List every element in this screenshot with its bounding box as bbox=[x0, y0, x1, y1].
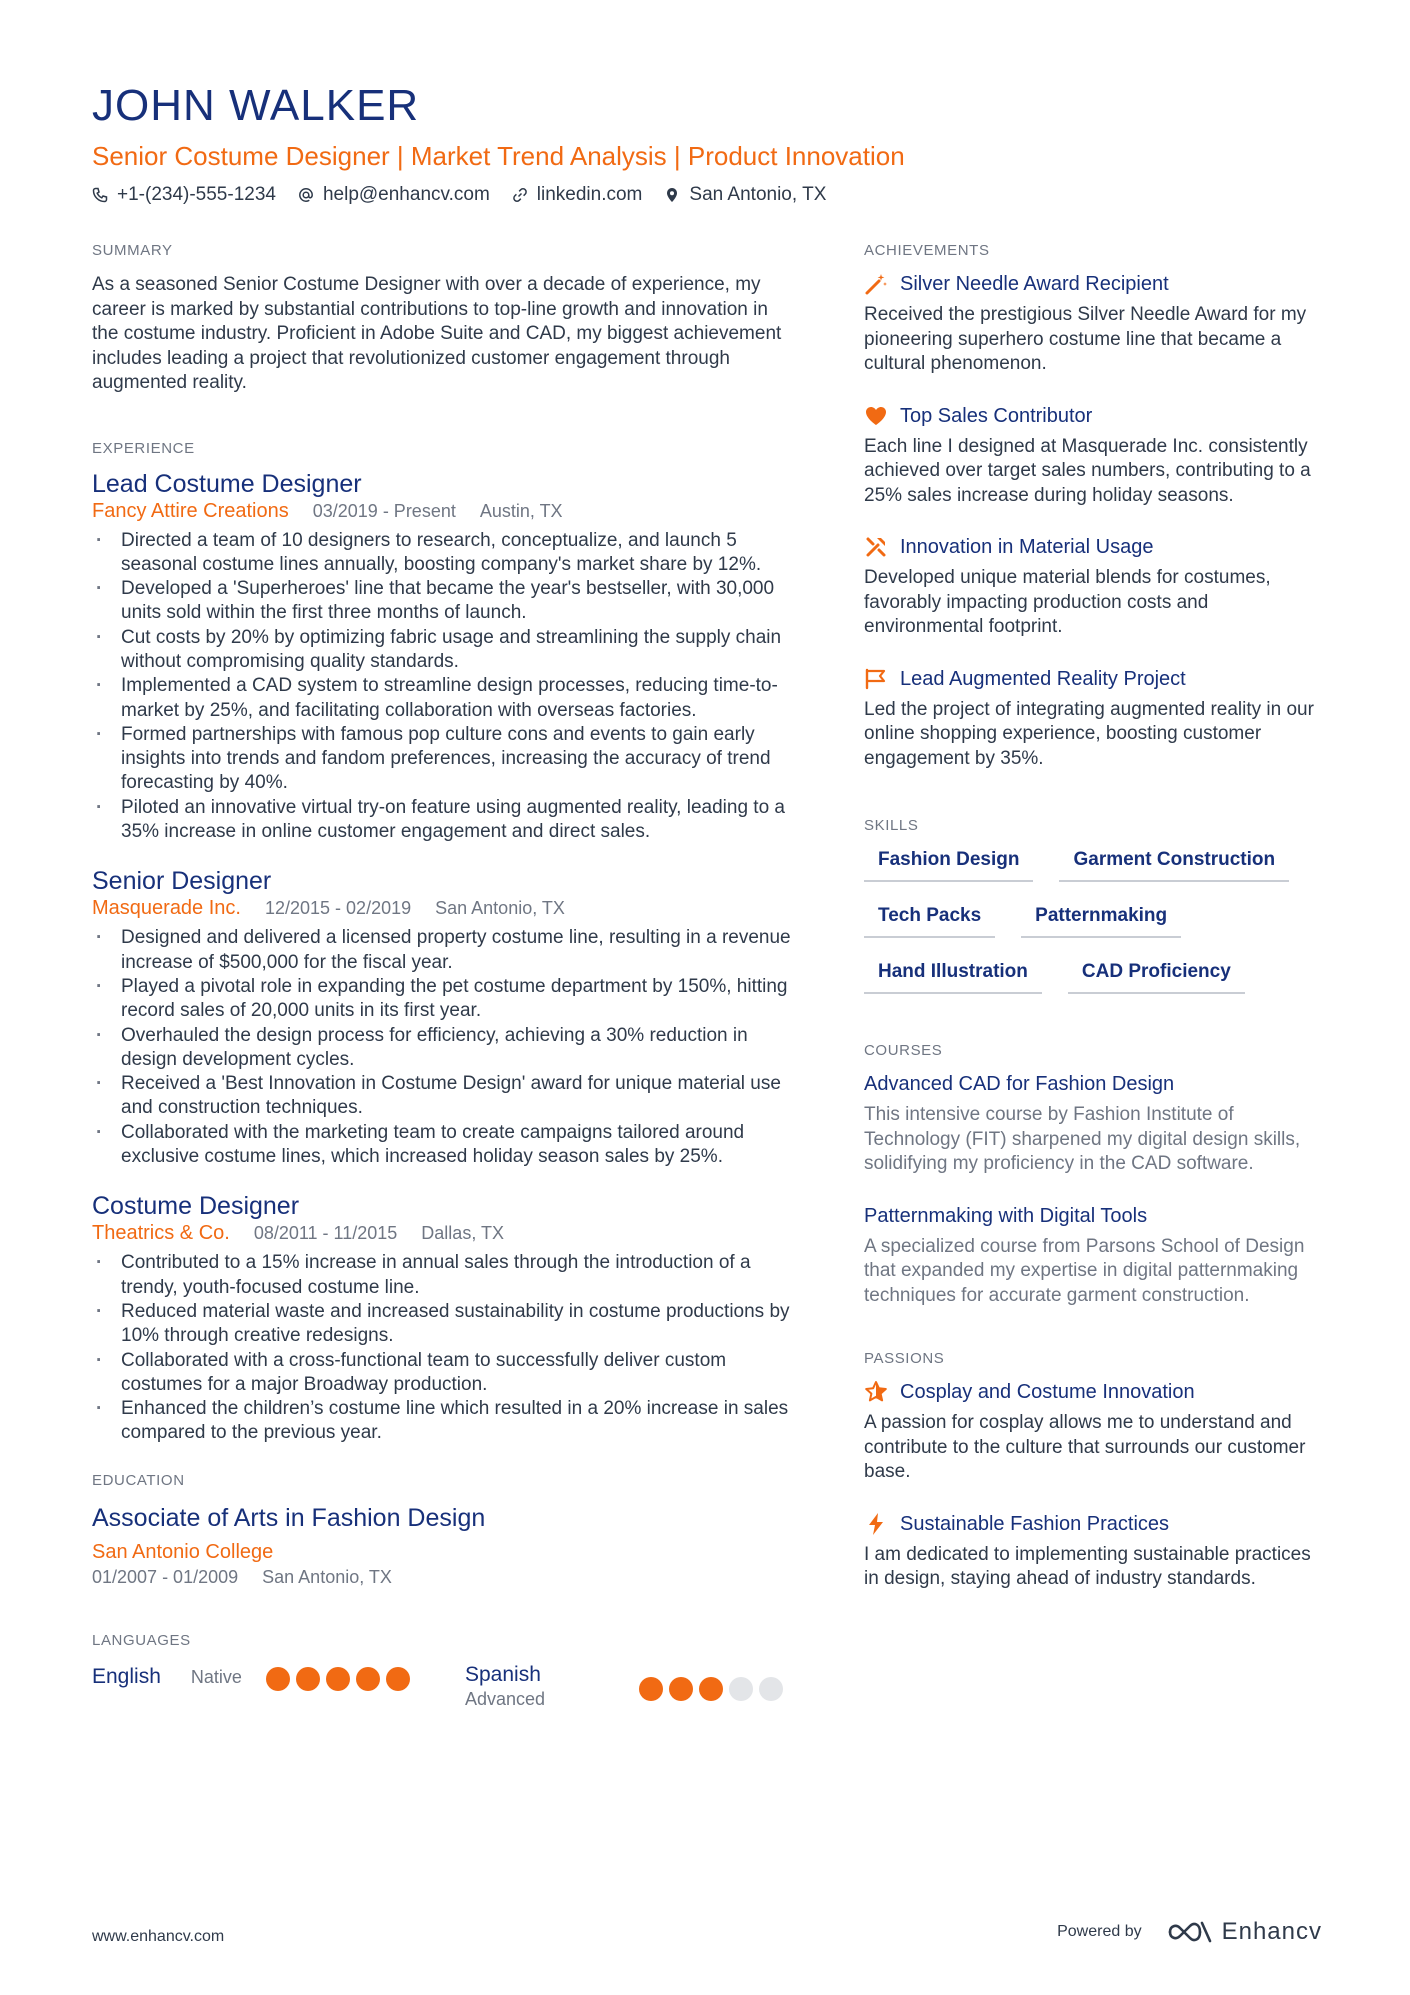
passions-heading: PASSIONS bbox=[864, 1350, 945, 1367]
course-item bbox=[864, 1071, 1324, 1177]
language-rating-english bbox=[266, 1667, 410, 1691]
job-title: Lead Costume Designer bbox=[92, 469, 362, 498]
contact-location bbox=[664, 184, 826, 206]
left-column bbox=[92, 242, 792, 1725]
job-bullets bbox=[92, 926, 792, 1169]
achievement-item bbox=[864, 534, 1324, 640]
bullet-item: · Designed and delivered a licensed property costume line, resulting in a revenue increase of $500,000 for the fiscal year. bbox=[92, 926, 792, 975]
powered-by-label: Powered by bbox=[1057, 1923, 1142, 1940]
rating-dot-filled bbox=[296, 1667, 320, 1691]
summary-section bbox=[92, 242, 792, 396]
language-rating-spanish bbox=[639, 1677, 783, 1701]
contact-bar bbox=[92, 184, 1322, 206]
degree-title: Associate of Arts in Fashion Design bbox=[92, 1503, 486, 1532]
contact-phone[interactable] bbox=[92, 184, 276, 206]
job-entry bbox=[92, 866, 792, 1169]
language-name: English bbox=[92, 1664, 161, 1688]
rating-dot-empty bbox=[729, 1677, 753, 1701]
bullet-item: · Received a 'Best Innovation in Costume Design' award for unique material use and construction techniques. bbox=[92, 1072, 792, 1121]
course-title: Advanced CAD for Fashion Design bbox=[864, 1073, 1175, 1095]
rating-dot-filled bbox=[639, 1677, 663, 1701]
job-bullets bbox=[92, 1251, 792, 1445]
job-location: Austin, TX bbox=[479, 500, 563, 521]
rating-dot-filled bbox=[386, 1667, 410, 1691]
education-meta bbox=[92, 1567, 792, 1588]
headline: Senior Costume Designer | Market Trend Analysis | Product Innovation bbox=[92, 141, 905, 171]
bullet-item: · Reduced material waste and increased sustainability in costume productions by 10% through creative redesigns. bbox=[92, 1300, 792, 1349]
skill-tag: Tech Packs bbox=[864, 904, 995, 938]
skill-tag: Garment Construction bbox=[1059, 848, 1289, 882]
bullet-item: · Piloted an innovative virtual try-on feature using augmented reality, leading to a 35% increase in online customer engagement and direct sales. bbox=[92, 796, 792, 845]
achievement-item bbox=[864, 271, 1324, 377]
bullet-item: · Collaborated with the marketing team to create campaigns tailored around exclusive costume lines, which increased holiday season sales by 25%. bbox=[92, 1121, 792, 1170]
achievement-title-row bbox=[864, 666, 1324, 692]
achievement-item bbox=[864, 666, 1324, 772]
passion-item bbox=[864, 1379, 1324, 1485]
lightning-icon bbox=[864, 1512, 888, 1536]
bullet-item: · Played a pivotal role in expanding the pet costume department by 150%, hitting record sales of 20,000 units in its first year. bbox=[92, 975, 792, 1024]
job-meta bbox=[92, 896, 792, 920]
bullet-item: · Formed partnerships with famous pop culture cons and events to gain early insights into trends and fandom preferences, increasing the accuracy of trend forecasting by 40%. bbox=[92, 723, 792, 796]
magic-wand-icon bbox=[864, 272, 888, 296]
languages-section bbox=[92, 1632, 792, 1725]
enhancv-logo-icon bbox=[1166, 1919, 1214, 1945]
achievements-heading: ACHIEVEMENTS bbox=[864, 242, 990, 259]
brand-name: Enhancv bbox=[1221, 1918, 1322, 1945]
rating-dot-filled bbox=[356, 1667, 380, 1691]
passions-section bbox=[864, 1350, 1324, 1592]
heart-icon bbox=[864, 404, 888, 428]
achievement-text: Developed unique material blends for costumes, favorably impacting production costs and environmental footprint. bbox=[864, 567, 1271, 637]
language-level: Advanced bbox=[465, 1688, 546, 1709]
job-meta bbox=[92, 499, 792, 523]
company-name: Theatrics & Co. bbox=[92, 1222, 230, 1245]
phone-number: +1-(234)-555-1234 bbox=[117, 184, 276, 205]
bullet-item: · Implemented a CAD system to streamline design processes, reducing time-to-market by 25%, and facilitating collaboration with overseas factories. bbox=[92, 674, 792, 723]
passion-text: A passion for cosplay allows me to understand and contribute to the culture that surrounds our customer base. bbox=[864, 1412, 1306, 1482]
education-section bbox=[92, 1472, 792, 1588]
job-location: Dallas, TX bbox=[421, 1223, 504, 1244]
flag-icon bbox=[864, 667, 888, 691]
contact-email[interactable] bbox=[298, 184, 490, 206]
passion-text: I am dedicated to implementing sustainable practices in design, staying ahead of industry standards. bbox=[864, 1543, 1311, 1589]
passion-title-row bbox=[864, 1511, 1324, 1537]
course-text: This intensive course by Fashion Institute of Technology (FIT) sharpened my digital design skills, solidifying my proficiency in the CAD software. bbox=[864, 1104, 1301, 1174]
courses-heading: COURSES bbox=[864, 1042, 943, 1059]
education-dates: 01/2007 - 01/2009 bbox=[92, 1566, 239, 1587]
languages-heading: LANGUAGES bbox=[92, 1631, 191, 1649]
job-dates: 12/2015 - 02/2019 bbox=[264, 898, 412, 919]
page-footer bbox=[92, 1918, 1322, 1958]
achievement-title: Silver Needle Award Recipient bbox=[900, 273, 1169, 295]
language-item-spanish bbox=[465, 1663, 545, 1710]
school-name: San Antonio College bbox=[92, 1540, 274, 1563]
skills-heading: SKILLS bbox=[864, 817, 919, 834]
rating-dot-filled bbox=[669, 1677, 693, 1701]
job-entry bbox=[92, 1191, 792, 1445]
achievement-text: Received the prestigious Silver Needle Award for my pioneering superhero costume line that became a cultural phenomenon. bbox=[864, 304, 1307, 374]
experience-heading: EXPERIENCE bbox=[92, 439, 195, 457]
education-heading: EDUCATION bbox=[92, 1471, 185, 1489]
job-entry bbox=[92, 469, 792, 845]
summary-text: As a seasoned Senior Costume Designer with over a decade of experience, my career is marked by substantial contributions to top-line growth and innovation in the costume industry. Proficient in Adobe Suite and CAD, my biggest achievement includes leading a project that revolutionized customer engagement through augmented reality. bbox=[92, 274, 782, 393]
skills-list bbox=[864, 848, 1324, 994]
linkedin-url: linkedin.com bbox=[536, 184, 643, 205]
right-column bbox=[864, 242, 1324, 1592]
job-meta bbox=[92, 1221, 792, 1245]
experience-section bbox=[92, 440, 792, 1446]
course-title: Patternmaking with Digital Tools bbox=[864, 1204, 1148, 1227]
skills-section bbox=[864, 817, 1324, 994]
rating-dot-filled bbox=[699, 1677, 723, 1701]
job-dates: 03/2019 - Present bbox=[312, 500, 456, 521]
location-text: San Antonio, TX bbox=[689, 184, 827, 205]
bullet-item: · Overhauled the design process for efficiency, achieving a 30% reduction in design development cycles. bbox=[92, 1024, 792, 1073]
bullet-item: · Developed a 'Superheroes' line that became the year's bestseller, with 30,000 units sold within the first three months of launch. bbox=[92, 577, 792, 626]
education-location: San Antonio, TX bbox=[262, 1566, 392, 1587]
language-name: Spanish bbox=[465, 1662, 541, 1686]
contact-linkedin[interactable] bbox=[512, 184, 643, 206]
tools-icon bbox=[864, 535, 888, 559]
passion-title-row bbox=[864, 1379, 1324, 1405]
enhancv-logo[interactable] bbox=[1166, 1918, 1322, 1946]
candidate-name: JOHN WALKER bbox=[92, 81, 420, 130]
link-icon bbox=[512, 187, 528, 203]
rating-dot-filled bbox=[266, 1667, 290, 1691]
achievement-title-row bbox=[864, 271, 1324, 297]
rating-dot-empty bbox=[759, 1677, 783, 1701]
job-title: Costume Designer bbox=[92, 1192, 300, 1221]
achievement-item bbox=[864, 403, 1324, 509]
at-icon bbox=[298, 187, 314, 203]
summary-heading: SUMMARY bbox=[92, 242, 173, 259]
achievements-section bbox=[864, 242, 1324, 771]
achievement-text: Led the project of integrating augmented reality in our online shopping experience, boosting customer engagement by 35%. bbox=[864, 698, 1314, 769]
bullet-item: · Enhanced the children’s costume line which resulted in a 20% increase in sales compared to the previous year. bbox=[92, 1397, 792, 1446]
languages-list bbox=[92, 1662, 792, 1725]
skill-tag: Patternmaking bbox=[1021, 904, 1181, 938]
course-item bbox=[864, 1203, 1324, 1309]
job-location: San Antonio, TX bbox=[435, 898, 565, 919]
phone-icon bbox=[92, 187, 108, 203]
skill-tag: Fashion Design bbox=[864, 848, 1033, 882]
language-item-english bbox=[92, 1665, 242, 1689]
company-name: Fancy Attire Creations bbox=[92, 499, 289, 522]
skill-tag: CAD Proficiency bbox=[1068, 960, 1245, 994]
rating-dot-filled bbox=[326, 1667, 350, 1691]
language-level: Native bbox=[190, 1666, 242, 1687]
job-bullets bbox=[92, 529, 792, 845]
job-title: Senior Designer bbox=[92, 867, 272, 896]
passion-item bbox=[864, 1511, 1324, 1592]
skill-tag: Hand Illustration bbox=[864, 960, 1042, 994]
bullet-item: · Collaborated with a cross-functional team to successfully deliver custom costumes for a major Broadway production. bbox=[92, 1349, 792, 1398]
bullet-item: · Cut costs by 20% by optimizing fabric usage and streamlining the supply chain without compromising quality standards. bbox=[92, 626, 792, 675]
passion-title: Cosplay and Costume Innovation bbox=[900, 1381, 1195, 1403]
powered-by bbox=[1057, 1918, 1322, 1946]
resume-header bbox=[92, 80, 1322, 206]
achievement-title: Innovation in Material Usage bbox=[900, 536, 1154, 558]
email-address: help@enhancv.com bbox=[322, 184, 490, 205]
footer-url[interactable]: www.enhancv.com bbox=[92, 1928, 225, 1945]
courses-section bbox=[864, 1042, 1324, 1308]
company-name: Masquerade Inc. bbox=[92, 897, 241, 920]
achievement-title-row bbox=[864, 534, 1324, 560]
achievement-title: Lead Augmented Reality Project bbox=[900, 667, 1186, 690]
bullet-item: · Directed a team of 10 designers to research, conceptualize, and launch 5 seasonal costume lines annually, boosting company's market share by 12%. bbox=[92, 529, 792, 578]
course-text: A specialized course from Parsons School of Design that expanded my expertise in digital patternmaking techniques for accurate garment construction. bbox=[864, 1235, 1305, 1306]
bullet-item: · Contributed to a 15% increase in annual sales through the introduction of a trendy, youth-focused costume line. bbox=[92, 1251, 792, 1300]
achievement-title-row bbox=[864, 403, 1324, 429]
passion-title: Sustainable Fashion Practices bbox=[900, 1512, 1170, 1535]
star-icon bbox=[864, 1380, 888, 1404]
job-dates: 08/2011 - 11/2015 bbox=[253, 1223, 398, 1244]
location-pin-icon bbox=[664, 187, 680, 203]
achievement-text: Each line I designed at Masquerade Inc. consistently achieved over target sales numbers, contributing to a 25% sales increase during holiday seasons. bbox=[864, 435, 1311, 506]
achievement-title: Top Sales Contributor bbox=[900, 404, 1093, 427]
